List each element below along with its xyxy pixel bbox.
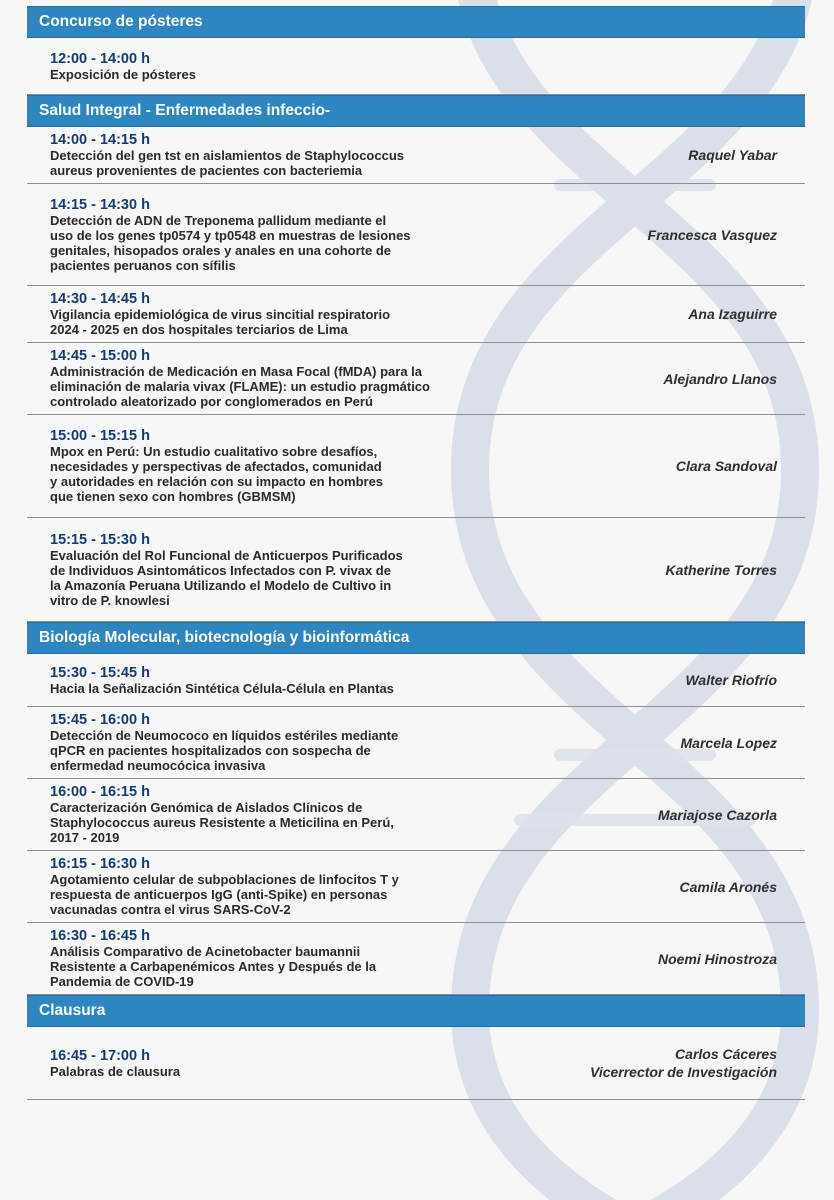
section-header: Biología Molecular, biotecnología y bioinformática bbox=[27, 622, 805, 654]
session-speaker bbox=[658, 950, 777, 968]
session-title-line: Resistente a Carbapenémicos Antes y Después de la bbox=[50, 959, 377, 974]
session-time: 15:45 - 16:00 h bbox=[50, 712, 150, 728]
session-title-line: Pandemia de COVID-19 bbox=[50, 974, 194, 989]
session-title-line: uso de los genes tp0574 y tp0548 en muestras de lesiones bbox=[50, 227, 411, 243]
session-title-line: Evaluación del Rol Funcional de Anticuerpos Purificados bbox=[50, 547, 403, 563]
session-info bbox=[50, 51, 196, 82]
session-info bbox=[50, 132, 404, 178]
session-title-line: vitro de P. knowlesi bbox=[50, 592, 170, 608]
session-title-line: enfermedad neumocócica invasiva bbox=[50, 758, 266, 773]
session-title-line: de Individuos Asintomáticos Infectados con P. vivax de bbox=[50, 562, 391, 578]
session-title-line: Hacia la Señalización Sintética Célula-Célula en Plantas bbox=[50, 680, 394, 696]
session-title-line: Agotamiento celular de subpoblaciones de linfocitos T y bbox=[50, 872, 399, 887]
session-speaker bbox=[663, 370, 777, 388]
session-row bbox=[27, 415, 805, 518]
session-title-line: Detección de ADN de Treponema pallidum mediante el bbox=[50, 212, 387, 228]
session-time: 16:15 - 16:30 h bbox=[50, 856, 150, 872]
session-time: 12:00 - 14:00 h bbox=[50, 50, 150, 67]
speaker-line: Mariajose Cazorla bbox=[657, 806, 777, 823]
session-time: 15:00 - 15:15 h bbox=[50, 428, 150, 444]
session-title-line: Análisis Comparativo de Acinetobacter baumannii bbox=[50, 944, 361, 959]
session-title-line: vacunadas contra el virus SARS-CoV-2 bbox=[50, 902, 291, 917]
session-info bbox=[50, 665, 394, 696]
session-title-line: pacientes peruanos con sífilis bbox=[50, 257, 236, 273]
session-title-line: 2017 - 2019 bbox=[50, 830, 120, 845]
speaker-line: Walter Riofrío bbox=[685, 672, 777, 688]
session-title-line: y autoridades en relación con su impacto en hombres bbox=[50, 474, 384, 489]
session-info bbox=[50, 532, 403, 608]
session-title-line: Mpox en Perú: Un estudio cualitativo sobre desafíos, bbox=[50, 444, 378, 459]
session-title-line: Detección del gen tst en aislamientos de Staphylococcus bbox=[50, 148, 404, 163]
session-row bbox=[27, 38, 805, 95]
speaker-line: Marcela Lopez bbox=[680, 734, 777, 751]
speaker-line: Vicerrector de Investigación bbox=[590, 1064, 777, 1080]
session-title-line: qPCR en pacientes hospitalizados con sospecha de bbox=[50, 743, 371, 758]
session-row bbox=[27, 286, 805, 343]
session-speaker bbox=[685, 671, 777, 689]
speaker-line: Alejandro Llanos bbox=[663, 370, 777, 387]
speaker-line: Noemi Hinostroza bbox=[657, 950, 777, 967]
session-info bbox=[50, 784, 394, 845]
session-row bbox=[27, 518, 805, 622]
session-row bbox=[27, 1027, 805, 1100]
speaker-line: Camila Aronés bbox=[679, 878, 777, 895]
session-info bbox=[50, 856, 399, 917]
session-row bbox=[27, 707, 805, 779]
session-speaker bbox=[679, 878, 777, 896]
session-time: 16:30 - 16:45 h bbox=[50, 928, 150, 944]
session-time: 14:30 - 14:45 h bbox=[50, 291, 150, 307]
section-header: Salud Integral - Enfermedades infeccio- bbox=[27, 95, 805, 127]
session-info bbox=[50, 712, 398, 773]
session-speaker bbox=[676, 457, 777, 475]
session-title-line: que tienen sexo con hombres (GBMSM) bbox=[50, 489, 296, 504]
session-time: 16:00 - 16:15 h bbox=[50, 784, 150, 800]
session-title-line: Administración de Medicación en Masa Focal (fMDA) para la bbox=[50, 364, 423, 379]
session-time: 14:15 - 14:30 h bbox=[50, 196, 150, 213]
session-speaker bbox=[648, 226, 777, 244]
session-title-line: respuesta de anticuerpos IgG (anti-Spike) en personas bbox=[50, 887, 388, 902]
session-speaker bbox=[590, 1045, 777, 1081]
session-title-line: Caracterización Genómica de Aislados Clínicos de bbox=[50, 800, 363, 815]
section-header: Concurso de pósteres bbox=[27, 6, 805, 38]
session-speaker bbox=[658, 806, 777, 824]
session-speaker bbox=[681, 734, 777, 752]
speaker-line: Ana Izaguirre bbox=[688, 306, 777, 322]
session-speaker bbox=[688, 146, 777, 164]
session-row bbox=[27, 779, 805, 851]
session-speaker bbox=[688, 305, 777, 323]
session-info bbox=[50, 348, 430, 409]
session-row bbox=[27, 654, 805, 707]
session-info bbox=[50, 928, 376, 989]
session-row bbox=[27, 184, 805, 286]
session-title-line: genitales, hisopados orales y anales en una cohorte de bbox=[50, 242, 391, 258]
session-title-line: Exposición de pósteres bbox=[50, 66, 196, 82]
session-time: 14:45 - 15:00 h bbox=[50, 348, 150, 364]
session-speaker bbox=[665, 561, 777, 579]
session-title-line: Palabras de clausura bbox=[50, 1063, 181, 1079]
session-title-line: necesidades y perspectivas de afectados, comunidad bbox=[50, 459, 382, 474]
session-title-line: Detección de Neumococo en líquidos estériles mediante bbox=[50, 728, 399, 743]
session-title-line: aureus provenientes de pacientes con bacteriemia bbox=[50, 163, 363, 178]
session-title-line: Staphylococcus aureus Resistente a Meticilina en Perú, bbox=[50, 815, 394, 830]
program-schedule bbox=[27, 6, 805, 1100]
speaker-line: Carlos Cáceres bbox=[675, 1046, 777, 1062]
session-info bbox=[50, 291, 390, 337]
session-info bbox=[50, 1048, 180, 1079]
session-info bbox=[50, 197, 411, 273]
session-row bbox=[27, 127, 805, 184]
session-title-line: la Amazonía Peruana Utilizando el Modelo de Cultivo in bbox=[50, 577, 392, 593]
session-row bbox=[27, 343, 805, 415]
session-title-line: eliminación de malaria vivax (FLAME): un estudio pragmático bbox=[50, 379, 430, 394]
session-row bbox=[27, 851, 805, 923]
session-row bbox=[27, 923, 805, 995]
session-title-line: Vigilancia epidemiológica de virus sincitial respiratorio bbox=[50, 307, 391, 322]
session-title-line: 2024 - 2025 en dos hospitales terciarios de Lima bbox=[50, 322, 348, 337]
session-time: 16:45 - 17:00 h bbox=[50, 1047, 150, 1064]
section-header: Clausura bbox=[27, 995, 805, 1027]
speaker-line: Francesca Vasquez bbox=[647, 226, 777, 243]
speaker-line: Clara Sandoval bbox=[675, 458, 777, 474]
session-info bbox=[50, 428, 383, 504]
speaker-line: Katherine Torres bbox=[665, 561, 777, 578]
speaker-line: Raquel Yabar bbox=[688, 147, 777, 163]
session-time: 15:30 - 15:45 h bbox=[50, 664, 150, 681]
session-time: 14:00 - 14:15 h bbox=[50, 132, 150, 148]
session-title-line: controlado aleatorizado por conglomerados en Perú bbox=[50, 394, 373, 409]
session-time: 15:15 - 15:30 h bbox=[50, 531, 150, 548]
